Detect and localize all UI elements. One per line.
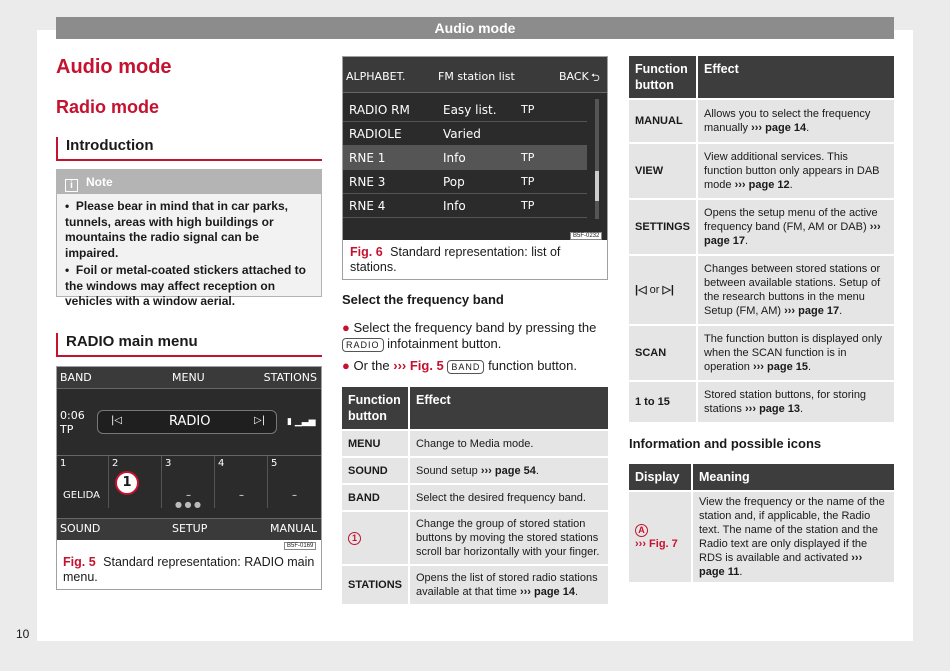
function-table-1 xyxy=(340,385,610,606)
figure-5-caption: Fig. 5 Standard representation: RADIO main menu. xyxy=(63,555,315,584)
radio-main-menu-heading: RADIO main menu xyxy=(56,333,322,357)
page-title: Audio mode xyxy=(56,56,172,78)
radio-main-menu-screen xyxy=(57,367,321,540)
figure-code: B5F-0232 xyxy=(570,232,602,240)
preset-button[interactable]: 1 GELIDA xyxy=(57,456,109,508)
figure-code: B5F-0169 xyxy=(284,542,316,550)
radio-key: RADIO xyxy=(342,338,384,352)
function-effect: View additional services. This function button only appears in DAB mode ››› page 12. xyxy=(697,143,895,199)
note-label: Note xyxy=(86,175,113,189)
station-row-selected[interactable]: RNE 1 Info TP xyxy=(343,146,587,170)
list-title: FM station list xyxy=(438,70,515,83)
manual-button[interactable]: MANUAL xyxy=(270,522,317,535)
source-label: RADIO xyxy=(169,414,211,429)
signal-icon: ▮ ▁▃▅ xyxy=(287,417,316,427)
function-effect: Sound setup ››› page 54. xyxy=(409,457,609,484)
col-header: Display xyxy=(628,463,692,491)
band-button[interactable]: BAND xyxy=(60,371,92,384)
sound-button[interactable]: SOUND xyxy=(60,522,101,535)
col-header: Function button xyxy=(341,386,409,430)
col-header: Function button xyxy=(628,55,697,99)
callout-1: 1 xyxy=(115,471,139,495)
clock: 0:06 xyxy=(60,409,85,422)
back-arrow-icon: ⮌ xyxy=(591,71,600,84)
back-button[interactable]: BACK xyxy=(559,70,589,83)
function-name: SOUND xyxy=(341,457,409,484)
band-key: BAND xyxy=(447,360,484,374)
preset-row xyxy=(57,455,321,507)
function-name: 1 to 15 xyxy=(628,381,697,423)
setup-button[interactable]: SETUP xyxy=(172,522,208,535)
col-header: Effect xyxy=(697,55,895,99)
callout-1-icon: 1 xyxy=(348,532,361,545)
function-table-2 xyxy=(627,54,896,424)
running-header: Audio mode xyxy=(56,17,894,39)
col-header: Meaning xyxy=(692,463,895,491)
function-effect: Changes between stored stations or between available stations. Setup of the research buttons in the menu Setup (FM, AM) ››› page 17. xyxy=(697,255,895,325)
function-effect: The function button is displayed only when the SCAN function is in operation ››› page 15. xyxy=(697,325,895,381)
previous-icon: |◁ xyxy=(635,284,647,296)
note-item: • Foil or metal-coated stickers attached to the windows may affect reception on vehicles with a window aerial. xyxy=(65,263,306,308)
page-dots: ● ● ● xyxy=(175,500,202,509)
preset-button[interactable]: 4 – xyxy=(215,456,268,508)
preset-button[interactable]: 3 – xyxy=(162,456,215,508)
function-name: MANUAL xyxy=(628,99,697,143)
preset-button[interactable]: 5 – xyxy=(271,458,297,501)
instruction-step: ● Select the frequency band by pressing the RADIO infotainment button. xyxy=(342,320,597,351)
introduction-heading: Introduction xyxy=(56,137,322,161)
function-name: MENU xyxy=(341,430,409,457)
stations-button[interactable]: STATIONS xyxy=(263,371,317,384)
function-effect: Select the desired frequency band. xyxy=(409,484,609,511)
instruction-step: ● Or the ››› Fig. 5 BAND function button. xyxy=(342,358,577,373)
info-icon: i xyxy=(65,179,78,192)
callout-a-icon: A xyxy=(635,524,648,537)
function-name: SETTINGS xyxy=(628,199,697,255)
function-effect: Allows you to select the frequency manually ››› page 14. xyxy=(697,99,895,143)
tp-indicator: TP xyxy=(60,423,74,436)
display-icon-cell: A ››› Fig. 7 xyxy=(628,491,692,583)
function-name: BAND xyxy=(341,484,409,511)
function-effect: Opens the setup menu of the active frequency band (FM, AM or DAB) ››› page 17. xyxy=(697,199,895,255)
function-name: VIEW xyxy=(628,143,697,199)
display-meaning: View the frequency or the name of the station and, if applicable, the Radio text. The name of the station and the Radio text are only displayed if the RDS is available and activated ››› page 11. xyxy=(692,491,895,583)
function-effect: Opens the list of stored radio stations available at that time ››› page 14. xyxy=(409,565,609,605)
note-header xyxy=(57,170,321,194)
display-table xyxy=(627,462,896,584)
function-effect: Change the group of stored station buttons by moving the stored stations scroll bar horizontally with your finger. xyxy=(409,511,609,565)
function-name: STATIONS xyxy=(341,565,409,605)
next-icon: ▷| xyxy=(662,284,674,296)
function-effect: Change to Media mode. xyxy=(409,430,609,457)
alphabetical-button[interactable]: ALPHABET. xyxy=(346,70,406,83)
info-icons-heading: Information and possible icons xyxy=(629,436,822,451)
preset-button[interactable]: 2 xyxy=(109,456,162,508)
page-number: 10 xyxy=(16,627,30,641)
col-header: Effect xyxy=(409,386,609,430)
note-box xyxy=(56,169,322,308)
select-band-heading: Select the frequency band xyxy=(342,292,504,307)
function-name: SCAN xyxy=(628,325,697,381)
function-name xyxy=(341,511,409,565)
station-row[interactable]: RADIOLE Varied xyxy=(343,122,587,146)
scrollbar-thumb[interactable] xyxy=(595,171,599,201)
station-row[interactable]: RNE 4 Info TP xyxy=(343,194,587,218)
next-station-icon[interactable]: ▷| xyxy=(254,415,266,426)
figure-6-caption: Fig. 6 Standard representation: list of stations. xyxy=(350,245,561,274)
previous-station-icon[interactable]: |◁ xyxy=(111,415,123,426)
function-name: |◁ or ▷| xyxy=(628,255,697,325)
station-row[interactable]: RNE 3 Pop TP xyxy=(343,170,587,194)
note-item: • Please bear in mind that in car parks, tunnels, areas with high buildings or mountains the radio signal can be impaired. xyxy=(65,199,288,260)
station-list-screen xyxy=(343,57,607,240)
list-scrollbar[interactable] xyxy=(595,99,599,219)
menu-button[interactable]: MENU xyxy=(172,371,205,384)
section-title: Radio mode xyxy=(56,97,160,117)
station-row[interactable]: RADIO RM Easy list. TP xyxy=(343,98,587,122)
function-effect: Stored station buttons, for storing stations ››› page 13. xyxy=(697,381,895,423)
